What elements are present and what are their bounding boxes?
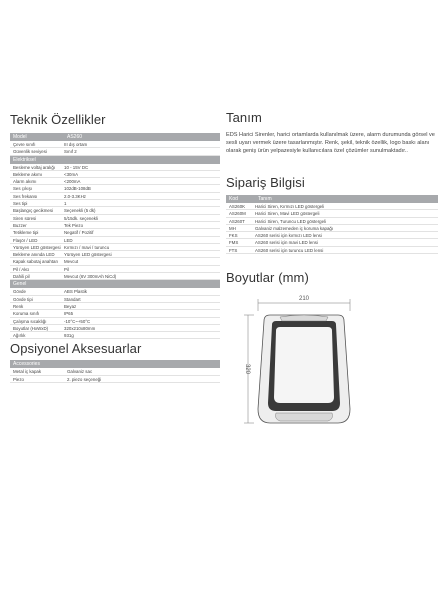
right-column — [226, 110, 438, 431]
order-row — [226, 232, 438, 239]
row-label: Metal iç kapak — [13, 369, 42, 375]
row-label: Bekleme akımı — [13, 171, 43, 177]
order-desc: AS260 serisi için mavi LED lensi — [255, 240, 318, 246]
row-value: 320x210x80mm — [64, 325, 96, 331]
row-label: Alarm akımı — [13, 179, 37, 185]
order-desc: Harici Siren, Kırmızı LED göstergeli — [255, 204, 325, 209]
row-label: Gövde tipi — [13, 296, 33, 302]
tanim-title: Tanım — [226, 110, 262, 125]
model-header: Model AS260 — [10, 133, 220, 141]
order-row — [226, 210, 438, 217]
row-value: Mevcut (6V 300mAh NiCd) — [64, 274, 117, 280]
order-desc: Harici Siren, Mavi LED göstergeli — [255, 211, 320, 217]
order-row — [226, 225, 438, 232]
order-row — [226, 239, 438, 246]
table-row — [10, 215, 220, 222]
row-value: Galvaniz sac — [67, 369, 93, 375]
row-value: <30mA — [64, 171, 79, 177]
order-code: AS260K — [229, 204, 246, 209]
row-value: III dış ortam — [64, 142, 88, 147]
row-value: Pil — [64, 266, 69, 272]
siparis-header: Kod Tanım — [226, 195, 438, 203]
table-row — [10, 141, 220, 148]
row-value: 102dB-108dB — [64, 186, 91, 192]
row-value: Standart — [64, 296, 81, 302]
row-label: Başlangıç gecikmesi — [13, 208, 54, 214]
table-row — [10, 266, 220, 273]
accessories-header: Accessories — [10, 360, 220, 368]
table-row — [10, 185, 220, 192]
siparis-list — [226, 203, 438, 254]
row-label: Güvenlik seviyesi — [13, 149, 47, 155]
tanim-text: EDS Harici Sirenler, harici ortamlarda kullanılmak üzere, alarm durumunda görsel ve sesli uyarı vermek üzere tasarlanmıştır. Renk, şekil, teknik özellik, logo baskı alanı olarak geniş ürün yelpazesiyle kullanıcılara özel çözümler sunulmaktadır.. — [226, 132, 435, 154]
accessories-list — [10, 368, 220, 383]
order-code: MH — [229, 225, 236, 231]
table-row — [10, 148, 220, 155]
row-label: Pil / Akü — [13, 266, 29, 272]
height-label: 320 — [244, 364, 250, 375]
row-value: Kırmızı / mavi / turuncu — [64, 244, 110, 250]
order-code: AS260T — [229, 218, 245, 224]
order-row — [226, 218, 438, 225]
table-row — [10, 251, 220, 258]
left-column — [10, 112, 220, 383]
spec-group-genel — [10, 288, 220, 339]
table-row — [10, 325, 220, 332]
row-value: -10°C~+50°C — [64, 318, 91, 324]
row-label: Siren süresi — [13, 215, 37, 221]
row-label: Tetikleme tipi — [13, 230, 39, 236]
row-value: Yürüyen LED göstergesi — [64, 252, 112, 258]
row-value: 2.0-3.3KHz — [64, 193, 86, 199]
row-value: Sınıf 2 — [64, 149, 77, 155]
order-code: FTS — [229, 247, 238, 253]
boyutlar-title: Boyutlar (mm) — [226, 270, 309, 286]
table-row — [10, 171, 220, 178]
row-value: Seçenekli (5 dk) — [64, 208, 96, 214]
row-label: Flaşör / LED — [13, 237, 38, 243]
order-row — [226, 203, 438, 210]
table-row — [10, 164, 220, 171]
table-row — [10, 244, 220, 251]
row-label: Besleme voltaj aralığı — [13, 164, 55, 170]
table-row — [10, 376, 220, 383]
row-label: Piezo — [13, 376, 24, 382]
table-row — [10, 237, 220, 244]
table-row — [10, 310, 220, 317]
row-label: Yürüyen LED göstergesi — [13, 244, 61, 250]
opsiyonel-title: Opsiyonel Aksesuarlar — [10, 341, 142, 357]
row-label: Renk — [13, 303, 24, 309]
row-value: ABS Plastik — [64, 289, 87, 295]
row-label: Ses çıkışı — [13, 186, 33, 192]
row-value: 2. piezo seçeneği — [67, 376, 102, 382]
row-value: 1 — [64, 201, 67, 207]
order-code: FKS — [229, 233, 238, 239]
row-label: Dahili pil — [13, 274, 30, 280]
row-value: Beyaz — [64, 303, 77, 309]
row-value: <200mA — [64, 179, 81, 185]
table-row — [10, 303, 220, 310]
table-row — [10, 193, 220, 200]
table-row — [10, 332, 220, 339]
row-label: Çalışma sıcaklığı — [13, 318, 47, 324]
row-label: Koruma sınıfı — [13, 311, 40, 317]
row-label: Boyutlar (HxWxD) — [13, 325, 49, 331]
order-code: AS260M — [229, 211, 246, 217]
row-label: Ses tipi — [13, 201, 28, 207]
row-value: 5/15dk. seçenekli — [64, 215, 98, 221]
order-desc: Harici Siren, Turuncu LED göstergeli — [255, 218, 327, 224]
row-label: Kapak sabotaj anahtarı — [13, 259, 59, 265]
row-value: Tek Piezo — [64, 222, 84, 228]
table-row — [10, 229, 220, 236]
row-value: 10 - 15V DC — [64, 164, 89, 170]
table-row — [10, 200, 220, 207]
siparis-title: Sipariş Bilgisi — [226, 175, 305, 190]
table-row — [10, 288, 220, 295]
table-row — [10, 296, 220, 303]
order-code: FMS — [229, 240, 239, 246]
genel-header: Genel — [10, 280, 220, 288]
order-desc: Galvaniz malzemeden iç koruma kapağı — [255, 225, 334, 231]
row-label: Buzzer — [13, 222, 27, 228]
table-row — [10, 368, 220, 375]
order-desc: AS260 serisi için turuncu LED lensi — [255, 247, 324, 253]
row-label: Çevre sınıfı — [13, 142, 36, 147]
elektriksel-header: Elektriksel — [10, 156, 220, 164]
table-row — [10, 318, 220, 325]
table-row — [10, 222, 220, 229]
table-row — [10, 273, 220, 280]
row-value: Mevcut — [64, 259, 79, 265]
siren-outline-drawing — [242, 291, 392, 431]
row-label: Gövde — [13, 289, 26, 295]
table-row — [10, 258, 220, 265]
dimension-drawing — [242, 291, 392, 431]
order-desc: AS260 serisi için kırmızı LED lensi — [255, 233, 322, 239]
spec-group-electrical — [10, 164, 220, 281]
order-row — [226, 247, 438, 254]
row-value: 931g — [64, 333, 74, 339]
table-row — [10, 207, 220, 214]
row-label: Ses frekansı — [13, 193, 38, 199]
row-value: Negatif / Pozitif — [64, 230, 94, 236]
row-value: LED — [64, 237, 73, 243]
table-row — [10, 178, 220, 185]
row-label: Ağırlık — [13, 333, 26, 339]
teknik-title: Teknik Özellikler — [10, 112, 106, 127]
row-label: Bekleme anında LED — [13, 252, 55, 258]
row-value: IP65 — [64, 311, 74, 317]
width-label: 210 — [298, 296, 310, 303]
spec-group-general-class — [10, 141, 220, 156]
